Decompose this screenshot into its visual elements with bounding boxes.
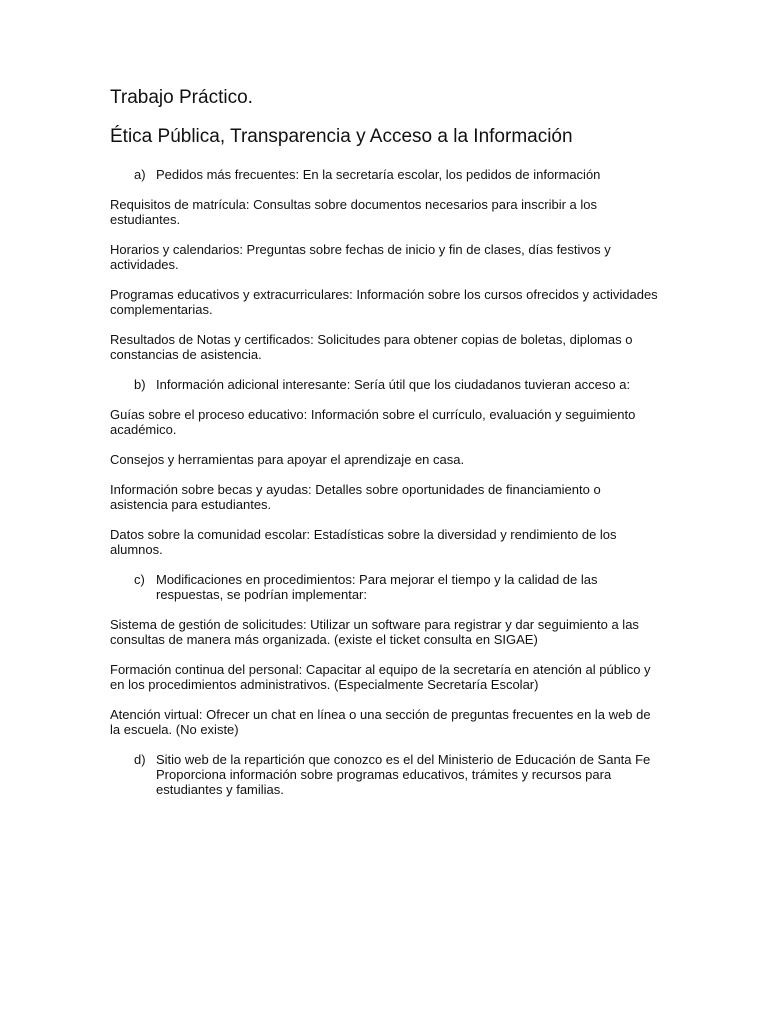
list-item-d [110,752,662,797]
paragraph-formacion: Formación continua del personal: Capacitar al equipo de la secretaría en atención al público y en los procedimientos administrativos. (Especialmente Secretaría Escolar) [110,662,651,692]
list-item-b [110,377,662,392]
paragraph-consejos: Consejos y herramientas para apoyar el aprendizaje en casa. [110,452,465,467]
paragraph-horarios: Horarios y calendarios: Preguntas sobre fechas de inicio y fin de clases, días festivos y actividades. [110,242,611,272]
list-marker-d: d) [134,752,146,767]
paragraph-requisitos: Requisitos de matrícula: Consultas sobre documentos necesarios para inscribir a los estudiantes. [110,197,598,227]
list-text-b: Información adicional interesante: Sería útil que los ciudadanos tuvieran acceso a: [156,377,631,392]
paragraph-resultados: Resultados de Notas y certificados: Solicitudes para obtener copias de boletas, diplomas o constancias de asistencia. [110,332,633,362]
paragraph-guias: Guías sobre el proceso educativo: Información sobre el currículo, evaluación y seguimiento académico. [110,407,636,437]
list-text-d: Sitio web de la repartición que conozco es el del Ministerio de Educación de Santa Fe Proporciona información sobre programas educativos, trámites y recursos para estudiantes y familias. [156,752,651,797]
list-marker-c: c) [134,572,145,587]
paragraph-datos: Datos sobre la comunidad escolar: Estadísticas sobre la diversidad y rendimiento de los alumnos. [110,527,617,557]
list-marker-b: b) [134,377,146,392]
list-item-c [110,572,662,602]
paragraph-sistema: Sistema de gestión de solicitudes: Utilizar un software para registrar y dar seguimiento a las consultas de manera más organizada. (existe el ticket consulta en SIGAE) [110,617,639,647]
list-item-a [110,167,662,182]
document-title: Trabajo Práctico. [110,87,253,108]
paragraph-programas: Programas educativos y extracurriculares: Información sobre los cursos ofrecidos y actividades complementarias. [110,287,658,317]
paragraph-atencion: Atención virtual: Ofrecer un chat en línea o una sección de preguntas frecuentes en la web de la escuela. (No existe) [110,707,651,737]
document-page [110,86,662,812]
list-text-c: Modificaciones en procedimientos: Para mejorar el tiempo y la calidad de las respuestas, se podrían implementar: [156,572,598,602]
paragraph-becas: Información sobre becas y ayudas: Detalles sobre oportunidades de financiamiento o asistencia para estudiantes. [110,482,601,512]
list-text-a: Pedidos más frecuentes: En la secretaría escolar, los pedidos de información [156,167,601,182]
list-marker-a: a) [134,167,146,182]
document-subtitle: Ética Pública, Transparencia y Acceso a la Información [110,126,573,147]
